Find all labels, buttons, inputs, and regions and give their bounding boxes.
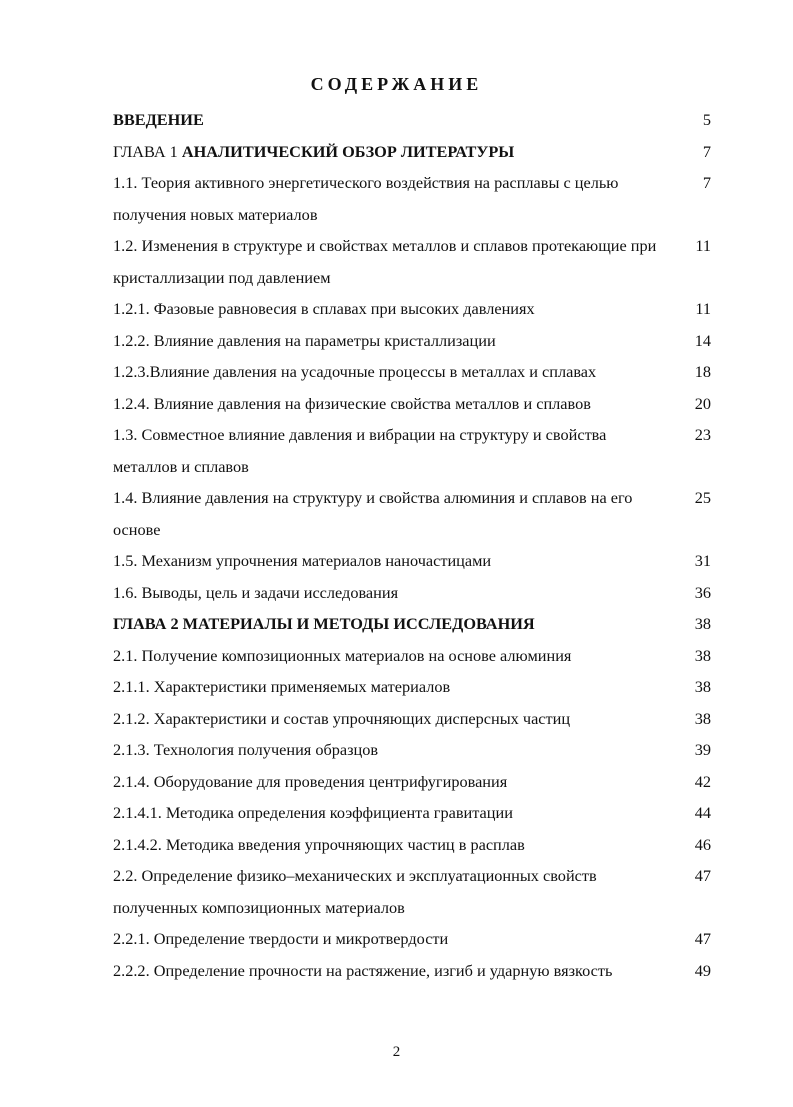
- toc-entry-text: 2.1. Получение композиционных материалов на основе алюминия: [113, 645, 572, 665]
- toc-entry-text: 1.3. Совместное влияние давления и вибрации на структуру и свойства металлов и сплавов: [113, 425, 607, 476]
- toc-entry-page: 49: [694, 960, 711, 980]
- toc-entry-page: 44: [694, 803, 711, 822]
- toc-entry-chapter-2: [113, 608, 723, 640]
- toc-entry-text: ВВЕДЕНИЕ: [113, 110, 204, 129]
- table-of-contents: [113, 104, 723, 986]
- toc-entry-text: 1.5. Механизм упрочнения материалов наночастицами: [113, 551, 492, 570]
- toc-entry: [113, 703, 723, 735]
- chapter-prefix: ГЛАВА 1: [113, 141, 182, 161]
- toc-entry-page: 7: [702, 173, 711, 192]
- toc-entry-page: 7: [702, 141, 711, 161]
- toc-entry-text: 1.2. Изменения в структуре и свойствах металлов и сплавов протекающие при кристаллизации под давлением: [113, 236, 657, 287]
- toc-entry: [113, 860, 723, 923]
- toc-entry: [113, 955, 723, 987]
- toc-entry-text: 2.1.2. Характеристики и состав упрочняющих дисперсных частиц: [113, 708, 571, 728]
- toc-entry-page: 23: [694, 425, 711, 444]
- toc-entry-page: 14: [694, 330, 711, 350]
- toc-entry: [113, 734, 723, 766]
- page-title: СОДЕРЖАНИЕ: [310, 74, 483, 94]
- toc-entry-page: 46: [694, 834, 711, 854]
- toc-entry-page: 18: [694, 362, 711, 381]
- toc-entry: [113, 766, 723, 798]
- toc-entry-page: 20: [694, 393, 711, 413]
- toc-entry: [113, 545, 723, 577]
- toc-entry-page: 11: [695, 236, 711, 255]
- toc-entry-page: 47: [694, 929, 711, 948]
- toc-entry: [113, 325, 723, 357]
- toc-entry-text: 1.2.4. Влияние давления на физические свойства металлов и сплавов: [113, 393, 591, 413]
- page-number: 2: [392, 1044, 401, 1060]
- toc-entry-text: ГЛАВА 2 МАТЕРИАЛЫ И МЕТОДЫ ИССЛЕДОВАНИЯ: [113, 614, 535, 633]
- toc-entry-text: 2.1.4. Оборудование для проведения центрифугирования: [113, 771, 508, 791]
- toc-entry-text: 2.1.1. Характеристики применяемых материалов: [113, 677, 451, 696]
- toc-entry-chapter-1: [113, 136, 723, 168]
- toc-entry: [113, 230, 723, 293]
- toc-entry-text: 2.2.1. Определение твердости и микротвердости: [113, 929, 449, 948]
- toc-entry-text: 2.1.4.2. Методика введения упрочняющих частиц в расплав: [113, 834, 525, 854]
- toc-entry: [113, 356, 723, 388]
- toc-entry: [113, 577, 723, 609]
- toc-entry-page: 42: [694, 771, 711, 791]
- toc-entry-text: 1.2.1. Фазовые равновесия в сплавах при высоких давлениях: [113, 299, 535, 318]
- toc-entry-page: 25: [694, 488, 711, 507]
- toc-entry: [113, 829, 723, 861]
- toc-entry: [113, 640, 723, 672]
- toc-entry-text: 2.1.4.1. Методика определения коэффициента гравитации: [113, 803, 513, 822]
- toc-entry-page: 5: [702, 110, 711, 129]
- toc-entry-text: 1.2.2. Влияние давления на параметры кристаллизации: [113, 330, 496, 350]
- toc-entry-text: 1.2.3.Влияние давления на усадочные процессы в металлах и сплавах: [113, 362, 597, 381]
- toc-entry: [113, 797, 723, 829]
- toc-entry-page: 38: [694, 614, 711, 633]
- toc-entry-text: [113, 136, 668, 168]
- toc-entry-text: 1.4. Влияние давления на структуру и свойства алюминия и сплавов на его основе: [113, 488, 633, 539]
- toc-entry: [113, 482, 723, 545]
- toc-entry-text: 2.2.2. Определение прочности на растяжение, изгиб и ударную вязкость: [113, 960, 613, 980]
- toc-entry-page: 47: [694, 866, 711, 885]
- toc-entry-text: 1.6. Выводы, цель и задачи исследования: [113, 582, 399, 602]
- toc-entry: [113, 923, 723, 955]
- toc-entry-page: 38: [694, 645, 711, 665]
- toc-entry: [113, 671, 723, 703]
- toc-entry: [113, 419, 723, 482]
- toc-entry-text: 1.1. Теория активного энергетического воздействия на расплавы с целью получения новых материалов: [113, 173, 619, 224]
- chapter-title: АНАЛИТИЧЕСКИЙ ОБЗОР ЛИТЕРАТУРЫ: [181, 141, 515, 161]
- toc-entry-introduction: [113, 104, 723, 136]
- toc-entry-page: 36: [694, 582, 711, 602]
- toc-entry: [113, 293, 723, 325]
- toc-entry-page: 39: [694, 740, 711, 759]
- toc-entry: [113, 167, 723, 230]
- toc-entry-page: 38: [694, 677, 711, 696]
- toc-entry-text: 2.2. Определение физико–механических и эксплуатационных свойств полученных композиционных материалов: [113, 866, 597, 917]
- toc-entry-page: 38: [694, 708, 711, 728]
- toc-entry: [113, 388, 723, 420]
- toc-entry-page: 31: [694, 551, 711, 570]
- toc-entry-page: 11: [695, 299, 711, 318]
- toc-entry-text: 2.1.3. Технология получения образцов: [113, 740, 379, 759]
